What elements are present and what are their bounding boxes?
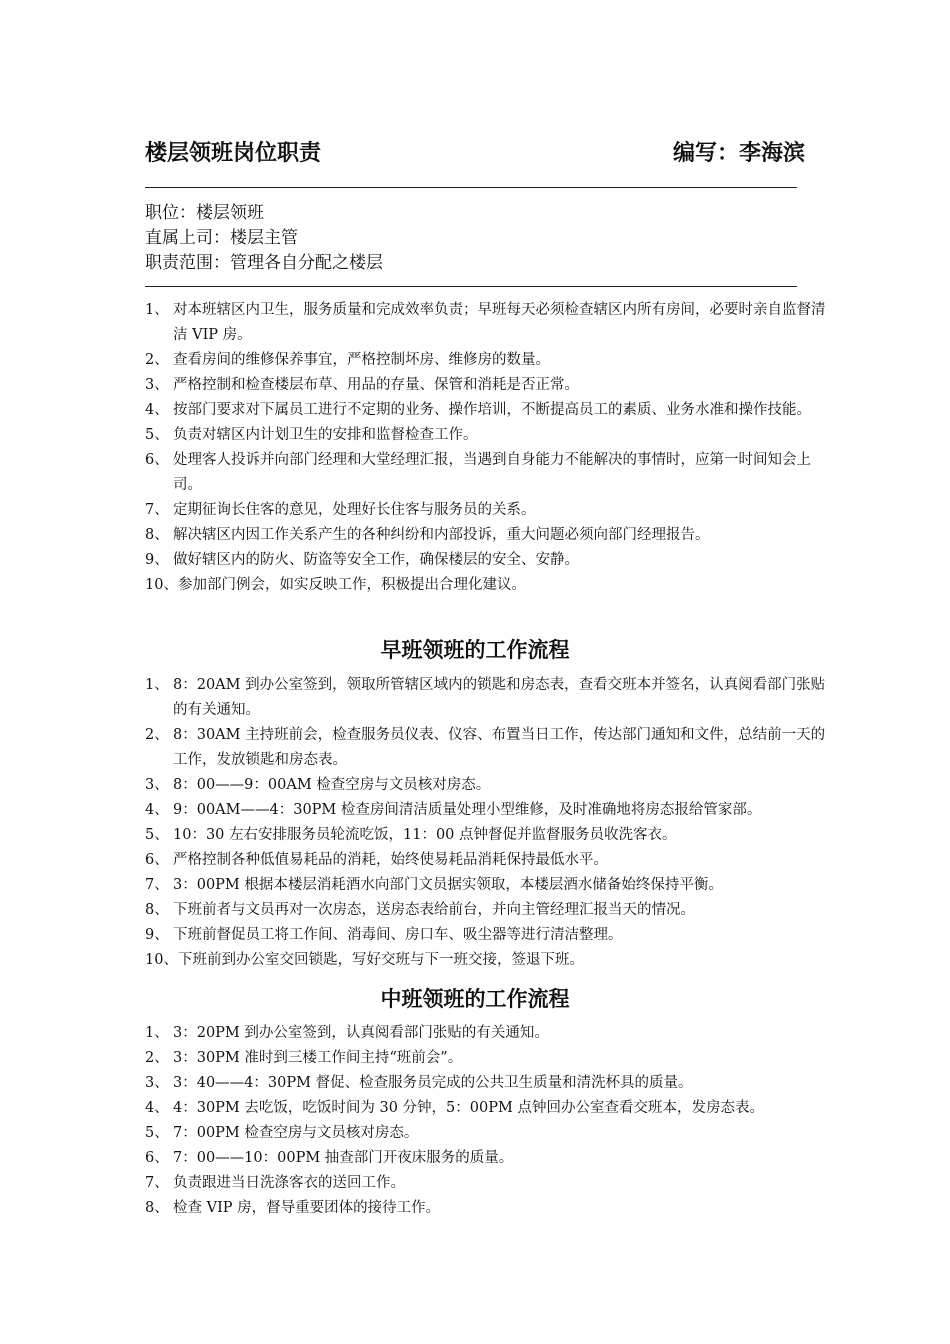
position-line: 职位：楼层领班	[145, 203, 264, 223]
list-item	[145, 448, 835, 498]
item-text: 严格控制和检查楼层布草、用品的存量、保管和消耗是否正常。	[173, 377, 579, 393]
item-text: 按部门要求对下属员工进行不定期的业务、操作培训，不断提高员工的素质、业务水准和操作技能。	[173, 402, 811, 418]
item-number: 7、	[145, 877, 169, 893]
divider	[145, 187, 797, 188]
divider	[145, 286, 797, 287]
list-item	[145, 1021, 835, 1046]
item-text: 做好辖区内的防火、防盗等安全工作，确保楼层的安全、安静。	[173, 552, 579, 568]
item-text: 处理客人投诉并向部门经理和大堂经理汇报，当遇到自身能力不能解决的事情时，应第一时间知会上司。	[173, 452, 811, 493]
list-item	[145, 298, 835, 348]
item-number: 6、	[145, 1150, 169, 1166]
item-number: 6、	[145, 852, 169, 868]
item-text: 负责对辖区内计划卫生的安排和监督检查工作。	[173, 427, 478, 443]
item-number: 10、	[145, 577, 178, 593]
item-text: 3：30PM 准时到三楼工作间主持“班前会”。	[173, 1050, 463, 1066]
item-text: 8：00——9：00AM 检查空房与文员核对房态。	[173, 777, 491, 793]
item-text: 严格控制各种低值易耗品的消耗，始终使易耗品消耗保持最低水平。	[173, 852, 608, 868]
item-text: 7：00PM 检查空房与文员核对房态。	[173, 1125, 419, 1141]
item-number: 4、	[145, 802, 169, 818]
item-number: 5、	[145, 427, 169, 443]
item-number: 9、	[145, 552, 169, 568]
item-text: 8：30AM 主持班前会，检查服务员仪表、仪容、布置当日工作，传达部门通知和文件，总结前一天的工作，发放锁匙和房态表。	[173, 727, 826, 768]
item-number: 3、	[145, 777, 169, 793]
item-text: 下班前者与文员再对一次房态，送房态表给前台，并向主管经理汇报当天的情况。	[173, 902, 695, 918]
list-item	[145, 1096, 835, 1121]
item-number: 9、	[145, 927, 169, 943]
item-number: 8、	[145, 527, 169, 543]
item-text: 3：20PM 到办公室签到，认真阅看部门张贴的有关通知。	[173, 1025, 549, 1041]
item-number: 2、	[145, 1050, 169, 1066]
item-number: 5、	[145, 1125, 169, 1141]
item-number: 10、	[145, 952, 178, 968]
list-item	[145, 898, 835, 923]
scope-line: 职责范围：管理各自分配之楼层	[145, 253, 383, 273]
item-number: 2、	[145, 352, 169, 368]
item-number: 2、	[145, 727, 169, 743]
list-item	[145, 873, 835, 898]
list-item	[145, 1196, 835, 1221]
list-item	[145, 723, 835, 773]
item-text: 8：20AM 到办公室签到，领取所管辖区域内的锁匙和房态表，查看交班本并签名，认真阅看部门张贴的有关通知。	[173, 677, 826, 718]
item-text: 下班前到办公室交回锁匙，写好交班与下一班交接，签退下班。	[178, 952, 584, 968]
duties-list	[145, 298, 835, 598]
item-text: 负责跟进当日洗涤客衣的送回工作。	[173, 1175, 405, 1191]
item-number: 7、	[145, 1175, 169, 1191]
item-number: 1、	[145, 1025, 169, 1041]
item-number: 4、	[145, 1100, 169, 1116]
morning-list	[145, 673, 835, 973]
item-text: 9：00AM——4：30PM 检查房间清洁质量处理小型维修，及时准确地将房态报给管家部。	[173, 802, 762, 818]
list-item	[145, 1071, 835, 1096]
item-text: 下班前督促员工将工作间、消毒间、房口车、吸尘器等进行清洁整理。	[173, 927, 623, 943]
author: 编写：李海滨	[672, 140, 805, 166]
list-item	[145, 1146, 835, 1171]
list-item	[145, 498, 835, 523]
page-title: 楼层领班岗位职责	[145, 140, 322, 166]
item-number: 3、	[145, 377, 169, 393]
item-text: 定期征询长住客的意见，处理好长住客与服务员的关系。	[173, 502, 536, 518]
item-number: 8、	[145, 1200, 169, 1216]
item-text: 解决辖区内因工作关系产生的各种纠纷和内部投诉，重大问题必须向部门经理报告。	[173, 527, 710, 543]
list-item	[145, 348, 835, 373]
item-text: 4：30PM 去吃饭，吃饭时间为 30 分钟，5：00PM 点钟回办公室查看交班本，发房态表。	[173, 1100, 764, 1116]
list-item	[145, 548, 835, 573]
item-text: 查看房间的维修保养事宜，严格控制坏房、维修房的数量。	[173, 352, 550, 368]
item-number: 1、	[145, 302, 169, 318]
list-item	[145, 673, 835, 723]
superior-line: 直属上司：楼层主管	[145, 228, 298, 248]
list-item	[145, 1121, 835, 1146]
info-block	[145, 201, 383, 276]
list-item	[145, 398, 835, 423]
item-number: 5、	[145, 827, 169, 843]
list-item	[145, 423, 835, 448]
list-item	[145, 1046, 835, 1071]
item-text: 参加部门例会，如实反映工作，积极提出合理化建议。	[178, 577, 526, 593]
list-item	[145, 523, 835, 548]
item-text: 10：30 左右安排服务员轮流吃饭，11：00 点钟督促并监督服务员收洗客衣。	[173, 827, 677, 843]
item-text: 检查 VIP 房，督导重要团体的接待工作。	[173, 1200, 441, 1216]
header	[145, 136, 805, 170]
list-item	[145, 823, 835, 848]
list-item	[145, 948, 835, 973]
item-text: 对本班辖区内卫生，服务质量和完成效率负责；早班每天必须检查辖区内所有房间，必要时亲自监督清洁 VIP 房。	[173, 302, 826, 343]
section-title-morning: 早班领班的工作流程	[380, 637, 570, 662]
list-item	[145, 923, 835, 948]
item-text: 3：40——4：30PM 督促、检查服务员完成的公共卫生质量和清洗杯具的质量。	[173, 1075, 693, 1091]
item-number: 6、	[145, 452, 169, 468]
item-text: 3：00PM 根据本楼层消耗酒水向部门文员据实领取，本楼层酒水储备始终保持平衡。	[173, 877, 723, 893]
list-item	[145, 573, 835, 598]
middle-list	[145, 1021, 835, 1221]
item-number: 3、	[145, 1075, 169, 1091]
item-text: 7：00——10：00PM 抽查部门开夜床服务的质量。	[173, 1150, 514, 1166]
item-number: 8、	[145, 902, 169, 918]
list-item	[145, 773, 835, 798]
section-title-middle: 中班领班的工作流程	[380, 986, 570, 1011]
list-item	[145, 848, 835, 873]
list-item	[145, 1171, 835, 1196]
item-number: 4、	[145, 402, 169, 418]
item-number: 1、	[145, 677, 169, 693]
list-item	[145, 798, 835, 823]
list-item	[145, 373, 835, 398]
item-number: 7、	[145, 502, 169, 518]
